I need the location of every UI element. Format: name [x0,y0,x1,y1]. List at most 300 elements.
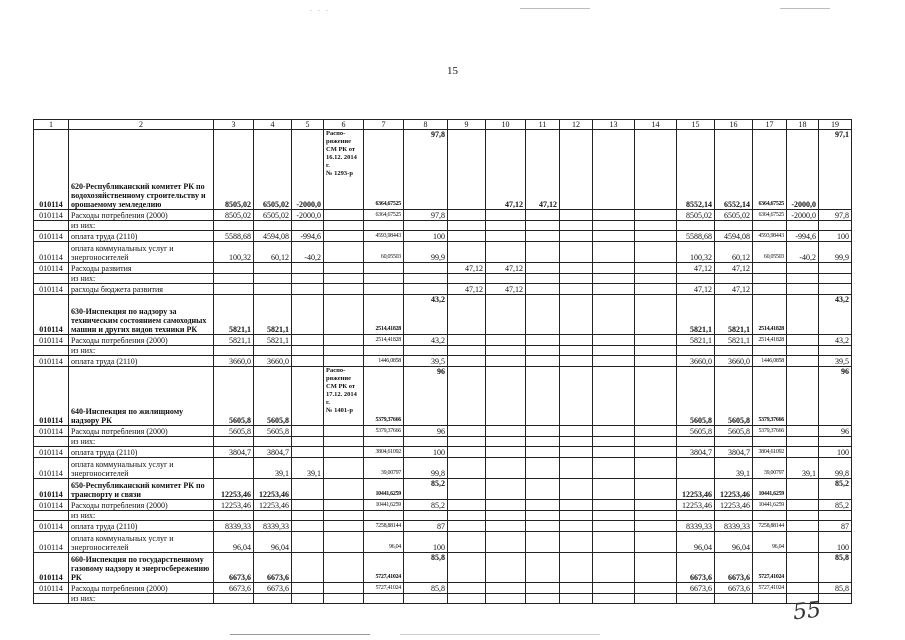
amount-cell [448,553,486,583]
budget-code-cell [34,274,69,284]
amount-cell: 2514,41828 [753,335,787,346]
amount-cell [448,521,486,532]
amount-cell [787,335,819,346]
amount-cell [292,263,324,274]
percent-cell [404,263,448,274]
table-row [34,583,852,594]
amount-cell: 6364,67525 [364,210,404,221]
table-row [34,426,852,437]
resolution-cell [324,532,364,553]
amount-cell: 12253,46 [254,479,292,500]
amount-cell: 96,04 [753,532,787,553]
amount-cell [526,210,560,221]
amount-cell [560,130,593,210]
amount-cell: 6673,6 [677,553,715,583]
percent-cell [819,221,852,231]
table-row [34,521,852,532]
amount-cell [526,284,560,295]
amount-cell: 5379,37666 [364,426,404,437]
amount-cell [787,274,819,284]
budget-code-cell: 010114 [34,583,69,594]
amount-cell: 47,12 [715,284,753,295]
table-row [34,437,852,447]
percent-cell: 100 [819,532,852,553]
organization-row [34,130,852,210]
amount-cell [214,458,254,479]
amount-cell [715,221,753,231]
amount-cell [486,346,526,356]
percent-cell [819,511,852,521]
amount-cell: 5821,1 [677,335,715,346]
amount-cell: 4594,08 [254,231,292,242]
amount-cell [364,437,404,447]
percent-cell: 100 [404,231,448,242]
amount-cell: 47,12 [486,130,526,210]
amount-cell [448,458,486,479]
amount-cell: 5605,8 [715,367,753,426]
item-name-cell: Расходы потребления (2000) [69,500,214,511]
percent-cell: 96 [819,426,852,437]
amount-cell [787,447,819,458]
amount-cell [635,284,677,295]
resolution-note: Распо-ряжение СМ РК от 17.12. 2014 г. [326,367,357,406]
header-cell: 3 [214,120,254,130]
percent-cell [819,263,852,274]
organization-row [34,479,852,500]
resolution-cell [324,367,364,426]
amount-cell: 5821,1 [214,295,254,335]
percent-cell: 85,2 [819,500,852,511]
item-name-cell: оплата труда (2110) [69,356,214,367]
amount-cell [214,594,254,604]
amount-cell: 6505,02 [254,130,292,210]
item-name-cell: расходы бюджета развития [69,284,214,295]
percent-cell: 39,5 [404,356,448,367]
percent-cell [819,284,852,295]
amount-cell [787,263,819,274]
amount-cell: 6673,6 [677,583,715,594]
header-cell: 9 [448,120,486,130]
amount-cell: 8552,14 [677,130,715,210]
resolution-cell [324,437,364,447]
amount-cell [715,511,753,521]
amount-cell: 39,1 [292,458,324,479]
item-name-cell: Расходы потребления (2000) [69,583,214,594]
amount-cell: 5588,68 [677,231,715,242]
resolution-cell [324,356,364,367]
amount-cell [635,367,677,426]
amount-cell [526,594,560,604]
header-row [34,120,852,130]
resolution-cell [324,500,364,511]
amount-cell: 5605,8 [214,426,254,437]
item-name-cell: оплата коммунальных услуг и энергоносителей [69,532,214,553]
item-name-cell: из них: [69,594,214,604]
amount-cell [448,242,486,263]
resolution-cell [324,458,364,479]
amount-cell [292,532,324,553]
amount-cell [526,263,560,274]
amount-cell [593,553,635,583]
budget-code-cell: 010114 [34,367,69,426]
amount-cell [486,210,526,221]
budget-code-cell: 010114 [34,295,69,335]
amount-cell [364,221,404,231]
scan-edge-line-bottom [230,634,370,635]
amount-cell [526,521,560,532]
budget-code-cell: 010114 [34,532,69,553]
amount-cell: 60,05503 [753,242,787,263]
amount-cell [486,511,526,521]
amount-cell [753,511,787,521]
amount-cell [787,346,819,356]
item-name-cell: оплата коммунальных услуг и энергоносителей [69,458,214,479]
amount-cell [560,553,593,583]
amount-cell: 4593,98443 [364,231,404,242]
amount-cell [560,263,593,274]
amount-cell: -994,6 [292,231,324,242]
amount-cell: 6364,67525 [753,130,787,210]
header-cell: 7 [364,120,404,130]
item-name-cell: 650-Республиканский комитет РК по транспорту и связи [69,479,214,500]
amount-cell [560,221,593,231]
table-row [34,221,852,231]
item-name-cell: Расходы развития [69,263,214,274]
amount-cell [526,356,560,367]
amount-cell: 7258,88144 [753,521,787,532]
resolution-cell [324,594,364,604]
item-name-cell: 640-Инспекция по жилищному надзору РК [69,367,214,426]
amount-cell [486,594,526,604]
amount-cell [593,242,635,263]
header-cell: 14 [635,120,677,130]
amount-cell [448,210,486,221]
amount-cell [214,511,254,521]
resolution-cell [324,479,364,500]
amount-cell [526,553,560,583]
amount-cell [593,458,635,479]
amount-cell [526,221,560,231]
resolution-cell [324,335,364,346]
budget-code-cell: 010114 [34,335,69,346]
amount-cell [593,479,635,500]
amount-cell: 96,04 [715,532,753,553]
amount-cell: 5821,1 [715,295,753,335]
amount-cell [364,346,404,356]
percent-cell: 85,8 [404,553,448,583]
amount-cell: 6552,14 [715,130,753,210]
amount-cell [486,242,526,263]
amount-cell [526,346,560,356]
budget-code-cell: 010114 [34,479,69,500]
amount-cell: 39,1 [715,458,753,479]
amount-cell [448,511,486,521]
amount-cell [635,447,677,458]
amount-cell [526,274,560,284]
amount-cell [593,130,635,210]
amount-cell: 6673,6 [715,583,753,594]
header-cell: 12 [560,120,593,130]
amount-cell [635,242,677,263]
amount-cell [292,447,324,458]
amount-cell: 5821,1 [715,335,753,346]
amount-cell [787,437,819,447]
amount-cell [292,521,324,532]
percent-cell [819,594,852,604]
amount-cell [526,511,560,521]
amount-cell [593,231,635,242]
amount-cell: 10441,6259 [753,500,787,511]
amount-cell [560,511,593,521]
amount-cell: 5821,1 [254,295,292,335]
resolution-cell [324,553,364,583]
amount-cell [715,594,753,604]
amount-cell [526,583,560,594]
budget-code-cell: 010114 [34,231,69,242]
amount-cell: 4593,98443 [753,231,787,242]
amount-cell: 60,05503 [364,242,404,263]
percent-cell: 87 [404,521,448,532]
header-cell: 2 [69,120,214,130]
amount-cell: 10441,6259 [364,500,404,511]
amount-cell [448,356,486,367]
amount-cell [486,458,526,479]
amount-cell [292,346,324,356]
table-row [34,210,852,221]
amount-cell: 96,04 [214,532,254,553]
amount-cell: 6673,6 [715,553,753,583]
amount-cell: 3804,7 [677,447,715,458]
amount-cell [593,437,635,447]
amount-cell [560,356,593,367]
amount-cell [635,583,677,594]
amount-cell: 6673,6 [214,553,254,583]
amount-cell [787,356,819,367]
percent-cell: 99,8 [819,458,852,479]
amount-cell [486,295,526,335]
item-name-cell: оплата труда (2110) [69,447,214,458]
amount-cell: 47,12 [715,263,753,274]
amount-cell [560,231,593,242]
amount-cell: 47,12 [486,284,526,295]
percent-cell: 97,8 [404,130,448,210]
resolution-cell [324,521,364,532]
item-name-cell: из них: [69,274,214,284]
amount-cell [593,284,635,295]
amount-cell: 96,04 [254,532,292,553]
amount-cell [254,511,292,521]
amount-cell [292,335,324,346]
amount-cell: 5605,8 [254,367,292,426]
header-cell: 19 [819,120,852,130]
amount-cell [560,295,593,335]
page-number: 15 [447,65,458,77]
resolution-note: Распо-ряжение СМ РК от 16.12. 2014 г. [326,130,357,169]
item-name-cell: из них: [69,437,214,447]
resolution-cell [324,210,364,221]
percent-cell: 85,2 [404,479,448,500]
amount-cell: 5379,37666 [364,367,404,426]
amount-cell [593,263,635,274]
amount-cell: 100,32 [214,242,254,263]
amount-cell: 47,12 [448,263,486,274]
percent-cell: 100 [819,231,852,242]
budget-code-cell [34,594,69,604]
amount-cell [635,479,677,500]
amount-cell [292,437,324,447]
amount-cell: -2000,0 [787,130,819,210]
percent-cell: 96 [819,367,852,426]
amount-cell [787,511,819,521]
handwritten-page-number: 55 [791,597,823,626]
resolution-cell [324,583,364,594]
amount-cell [448,346,486,356]
amount-cell: 100,32 [677,242,715,263]
amount-cell [292,479,324,500]
amount-cell [254,284,292,295]
amount-cell [214,284,254,295]
table-row [34,356,852,367]
header-cell: 10 [486,120,526,130]
amount-cell [635,532,677,553]
scan-edge-line-bottom-right [400,634,600,635]
amount-cell: 39,1 [787,458,819,479]
amount-cell [486,274,526,284]
amount-cell [364,511,404,521]
amount-cell: 8505,02 [677,210,715,221]
amount-cell [635,521,677,532]
amount-cell: 47,12 [486,263,526,274]
header-cell: 18 [787,120,819,130]
percent-cell [404,594,448,604]
percent-cell: 85,2 [404,500,448,511]
amount-cell [635,511,677,521]
amount-cell [214,263,254,274]
amount-cell: 5379,37666 [753,367,787,426]
budget-code-cell: 010114 [34,458,69,479]
resolution-cell [324,274,364,284]
amount-cell [787,521,819,532]
amount-cell [593,532,635,553]
header-cell: 16 [715,120,753,130]
item-name-cell: из них: [69,511,214,521]
amount-cell [214,274,254,284]
amount-cell: 12253,46 [214,479,254,500]
amount-cell [254,221,292,231]
header-cell: 4 [254,120,292,130]
amount-cell: 6364,67525 [364,130,404,210]
amount-cell: 7258,88144 [364,521,404,532]
budget-code-cell: 010114 [34,447,69,458]
budget-code-cell [34,221,69,231]
amount-cell [753,594,787,604]
amount-cell: 8505,02 [214,130,254,210]
amount-cell [753,437,787,447]
scan-edge-line-top-right [780,8,830,9]
amount-cell [787,532,819,553]
amount-cell [254,594,292,604]
budget-code-cell: 010114 [34,426,69,437]
amount-cell [448,367,486,426]
amount-cell [715,274,753,284]
amount-cell [486,426,526,437]
amount-cell: 3804,7 [254,447,292,458]
header-cell: 8 [404,120,448,130]
percent-cell: 85,8 [404,583,448,594]
header-cell: 15 [677,120,715,130]
amount-cell [635,274,677,284]
percent-cell: 100 [819,447,852,458]
amount-cell [448,221,486,231]
percent-cell: 85,8 [819,553,852,583]
table-row [34,231,852,242]
amount-cell [560,594,593,604]
amount-cell: 39,00797 [364,458,404,479]
amount-cell [292,356,324,367]
amount-cell: 3804,7 [715,447,753,458]
amount-cell: 12253,46 [254,500,292,511]
amount-cell [292,583,324,594]
amount-cell [787,284,819,295]
table-row [34,346,852,356]
table-row [34,500,852,511]
amount-cell: 39,00797 [753,458,787,479]
item-name-cell: оплата труда (2110) [69,231,214,242]
amount-cell [593,367,635,426]
amount-cell [526,479,560,500]
amount-cell: 12253,46 [715,500,753,511]
amount-cell [526,437,560,447]
amount-cell: 6673,6 [254,583,292,594]
amount-cell: 12253,46 [715,479,753,500]
amount-cell [635,426,677,437]
amount-cell [254,274,292,284]
amount-cell: 60,12 [715,242,753,263]
amount-cell [787,426,819,437]
amount-cell [635,356,677,367]
amount-cell [486,521,526,532]
budget-code-cell: 010114 [34,500,69,511]
amount-cell [593,500,635,511]
amount-cell [292,221,324,231]
amount-cell [593,295,635,335]
amount-cell: 8339,33 [214,521,254,532]
item-name-cell: оплата труда (2110) [69,521,214,532]
amount-cell [787,221,819,231]
resolution-cell [324,295,364,335]
resolution-cell [324,221,364,231]
amount-cell [753,274,787,284]
resolution-cell [324,447,364,458]
percent-cell [404,274,448,284]
amount-cell [593,521,635,532]
amount-cell [560,426,593,437]
percent-cell: 97,8 [404,210,448,221]
amount-cell [448,231,486,242]
amount-cell [486,500,526,511]
item-name-cell: 660-Инспекция по государственному газовому надзору и энергосбережению РК [69,553,214,583]
amount-cell [448,130,486,210]
amount-cell: 8339,33 [677,521,715,532]
percent-cell [819,437,852,447]
amount-cell [560,210,593,221]
amount-cell: 3804,61092 [753,447,787,458]
resolution-cell [324,130,364,210]
amount-cell [677,274,715,284]
resolution-cell [324,242,364,263]
amount-cell: 6505,02 [254,210,292,221]
amount-cell [486,221,526,231]
